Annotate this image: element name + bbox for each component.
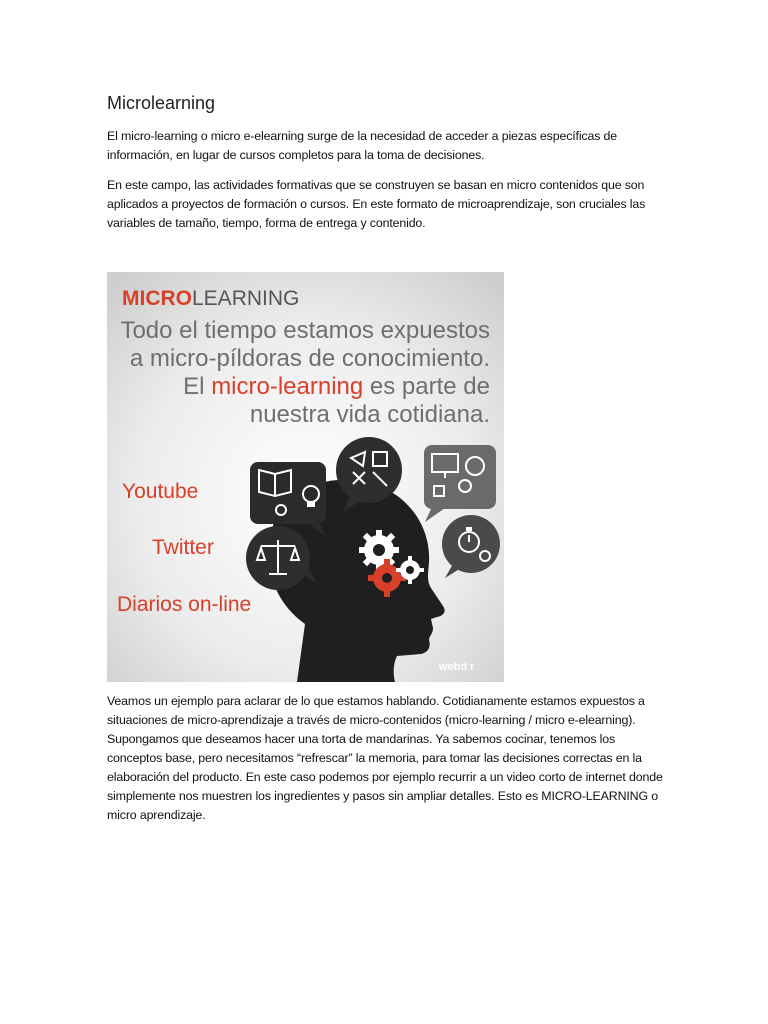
intro-paragraph: El micro-learning o micro e-elearning surge de la necesidad de acceder a piezas específicas de información, en lugar de cursos completos para la toma de decisiones. bbox=[107, 129, 618, 162]
tagline-line-3: El micro-learning es parte de bbox=[183, 373, 490, 400]
heading-micro: MICRO bbox=[122, 287, 192, 310]
source-twitter: Twitter bbox=[152, 536, 214, 559]
microlearning-infographic bbox=[107, 272, 504, 682]
heading-learning: LEARNING bbox=[192, 287, 300, 310]
tagline-line-4: nuestra vida cotidiana. bbox=[249, 401, 490, 428]
tagline-line-2: a micro-píldoras de conocimiento. bbox=[129, 345, 490, 372]
watermark-logo: webd r bbox=[439, 661, 475, 673]
tagline-line-1: Todo el tiempo estamos expuestos bbox=[120, 317, 490, 344]
tagline-highlight: micro-learning bbox=[211, 373, 364, 400]
source-youtube: Youtube bbox=[122, 480, 199, 503]
page-title: Microlearning bbox=[107, 93, 216, 113]
source-online-newspapers: Diarios on-line bbox=[117, 593, 252, 616]
infographic-heading bbox=[122, 287, 299, 310]
field-paragraph: En este campo, las actividades formativas que se construyen se basan en micro contenidos que son aplicados a proyectos de formación o cursos. En este formato de microaprendizaje, son cruciales las variables de tamaño, tiempo, forma de entrega y contenido. bbox=[107, 178, 646, 230]
example-paragraph: Veamos un ejemplo para aclarar de lo que estamos hablando. Cotidianamente estamos expuestos a situaciones de micro-aprendizaje a través de micro-contenidos (micro-learning / micro e-elearning). Supongamos que deseamos hacer una torta de mandarinas. Ya sabemos cocinar, tenemos los conceptos base, pero necesitamos “refrescar” la memoria, para tomar las decisiones correctas en la elaboración del producto. En este caso podemos por ejemplo recurrir a un video corto de internet donde simplemente nos muestren los ingredientes y pasos sin ampliar detalles. Esto es MICRO-LEARNING o micro aprendizaje. bbox=[107, 694, 663, 822]
